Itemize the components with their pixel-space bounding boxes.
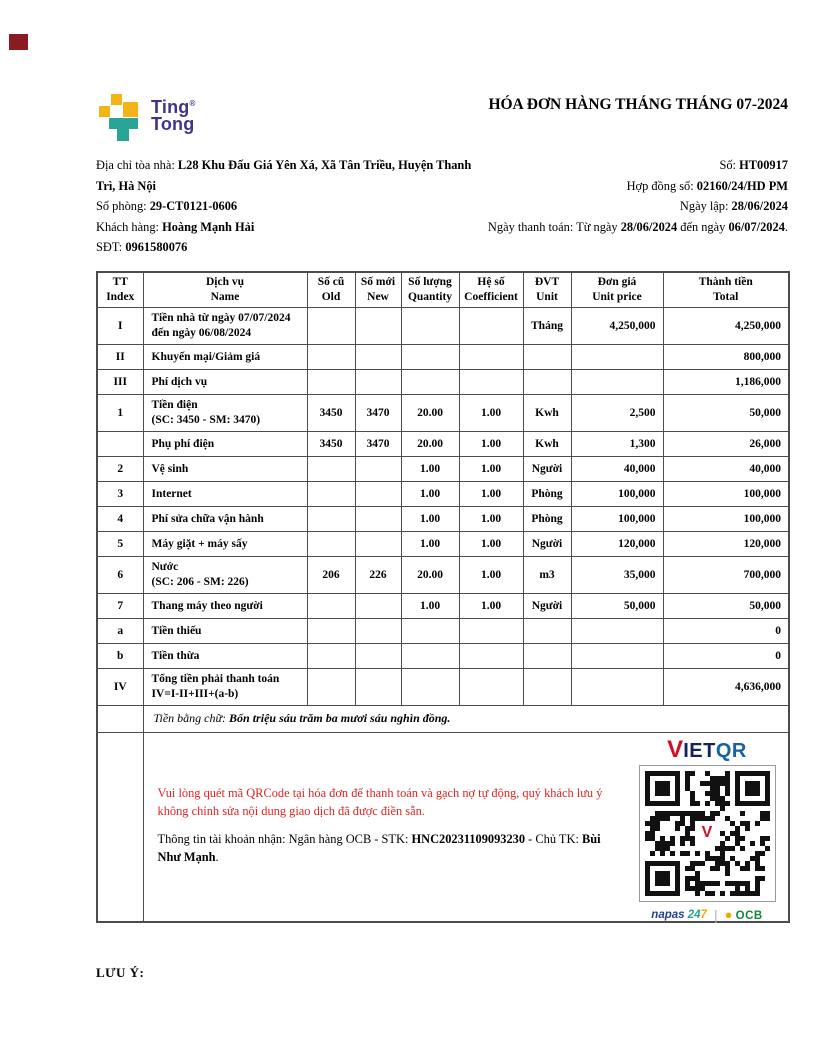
cell-qty bbox=[401, 345, 459, 370]
cell-total: 0 bbox=[663, 644, 789, 669]
cell-new bbox=[355, 532, 401, 557]
table-row bbox=[97, 482, 789, 507]
cell-tt: 7 bbox=[97, 594, 143, 619]
vietqr-logo: VIETQR bbox=[667, 735, 747, 763]
cell-price: 35,000 bbox=[571, 557, 663, 594]
amount-in-words: Tiền bằng chữ: Bốn triệu sáu trăm ba mươi sáu nghìn đồng. bbox=[143, 705, 789, 732]
cell-coef bbox=[459, 345, 523, 370]
cell-coef bbox=[459, 619, 523, 644]
cell-unit bbox=[523, 345, 571, 370]
cell-qty bbox=[401, 308, 459, 345]
cell-coef bbox=[459, 370, 523, 395]
cell-tt: 4 bbox=[97, 507, 143, 532]
cell-tt: II bbox=[97, 345, 143, 370]
tingtong-logo bbox=[96, 93, 196, 141]
column-header: TT Index bbox=[97, 272, 143, 308]
cell-tt: III bbox=[97, 370, 143, 395]
table-row bbox=[97, 644, 789, 669]
cell-price: 120,000 bbox=[571, 532, 663, 557]
cell-price: 50,000 bbox=[571, 594, 663, 619]
cell-unit bbox=[523, 644, 571, 669]
tingtong-logo-icon bbox=[96, 93, 144, 141]
cell-old bbox=[307, 482, 355, 507]
cell-old bbox=[307, 532, 355, 557]
cell-price: 40,000 bbox=[571, 457, 663, 482]
table-row bbox=[97, 532, 789, 557]
table-header-row bbox=[97, 272, 789, 308]
customer-name: Khách hàng: Hoàng Mạnh Hải bbox=[96, 219, 255, 234]
cell-unit bbox=[523, 669, 571, 706]
cell-new bbox=[355, 370, 401, 395]
invoice-info bbox=[96, 155, 788, 258]
column-header: Số cũ Old bbox=[307, 272, 355, 308]
cell-old bbox=[307, 457, 355, 482]
cell-total: 700,000 bbox=[663, 557, 789, 594]
payment-network-logos bbox=[651, 907, 762, 923]
cell-name-sub: (SC: 3450 - SM: 3470) bbox=[151, 414, 261, 427]
column-header: Dịch vụ Name bbox=[143, 272, 307, 308]
cell-name: Tiền thiếu bbox=[143, 619, 307, 644]
cell-qty: 20.00 bbox=[401, 557, 459, 594]
cell-qty: 1.00 bbox=[401, 482, 459, 507]
column-header: Số mới New bbox=[355, 272, 401, 308]
payment-notes bbox=[144, 733, 627, 919]
cell-total: 4,636,000 bbox=[663, 669, 789, 706]
table-row bbox=[97, 432, 789, 457]
cell-new bbox=[355, 482, 401, 507]
column-header: Số lượng Quantity bbox=[401, 272, 459, 308]
cell-name: Thang máy theo người bbox=[143, 594, 307, 619]
column-header: Hệ số Coefficient bbox=[459, 272, 523, 308]
table-row bbox=[97, 308, 789, 345]
invoice-table bbox=[96, 271, 790, 924]
cell-total: 120,000 bbox=[663, 532, 789, 557]
customer-phone: SĐT: 0961580076 bbox=[96, 240, 188, 255]
cell-empty bbox=[97, 732, 143, 922]
cell-tt bbox=[97, 432, 143, 457]
cell-empty bbox=[97, 705, 143, 732]
qr-block bbox=[626, 733, 788, 923]
cell-unit bbox=[523, 619, 571, 644]
cell-new bbox=[355, 308, 401, 345]
cell-price bbox=[571, 370, 663, 395]
vietqr-center-icon: V bbox=[696, 822, 718, 844]
footer-note: LƯU Ý: bbox=[96, 965, 145, 981]
cell-total: 26,000 bbox=[663, 432, 789, 457]
room-number: Số phòng: 29-CT0121-0606 bbox=[96, 199, 238, 214]
column-header: Thành tiền Total bbox=[663, 272, 789, 308]
cell-name: Máy giặt + máy sấy bbox=[143, 532, 307, 557]
cell-coef bbox=[459, 669, 523, 706]
cell-tt: I bbox=[97, 308, 143, 345]
invoice-info-right bbox=[478, 155, 788, 258]
invoice-info-left bbox=[96, 155, 478, 258]
cell-new bbox=[355, 457, 401, 482]
ocb-logo: ● OCB bbox=[724, 907, 763, 923]
table-row bbox=[97, 395, 789, 432]
qr-payment-row bbox=[97, 732, 789, 922]
cell-unit: m3 bbox=[523, 557, 571, 594]
cell-coef: 1.00 bbox=[459, 594, 523, 619]
cell-qty bbox=[401, 619, 459, 644]
logo-divider: | bbox=[713, 906, 718, 923]
napas-logo: napas 247 bbox=[651, 908, 707, 921]
cell-tt: IV bbox=[97, 669, 143, 706]
cell-unit: Phòng bbox=[523, 507, 571, 532]
cell-name: Nước (SC: 206 - SM: 226) bbox=[143, 557, 307, 594]
cell-coef bbox=[459, 308, 523, 345]
cell-coef: 1.00 bbox=[459, 395, 523, 432]
cell-name: Tổng tiền phải thanh toán IV=I-II+III+(a-b) bbox=[143, 669, 307, 706]
cell-old bbox=[307, 370, 355, 395]
cell-old bbox=[307, 594, 355, 619]
cell-total: 0 bbox=[663, 619, 789, 644]
cell-old bbox=[307, 644, 355, 669]
cell-total: 50,000 bbox=[663, 395, 789, 432]
cell-old bbox=[307, 507, 355, 532]
cell-total: 1,186,000 bbox=[663, 370, 789, 395]
table-row bbox=[97, 594, 789, 619]
cell-name-sub: (SC: 206 - SM: 226) bbox=[151, 576, 249, 589]
table-row bbox=[97, 457, 789, 482]
cell-qty: 1.00 bbox=[401, 507, 459, 532]
cell-unit: Phòng bbox=[523, 482, 571, 507]
cell-total: 50,000 bbox=[663, 594, 789, 619]
cell-qty: 1.00 bbox=[401, 594, 459, 619]
cell-qty: 20.00 bbox=[401, 432, 459, 457]
cell-price: 100,000 bbox=[571, 482, 663, 507]
cell-name: Phụ phí điện bbox=[143, 432, 307, 457]
cell-new bbox=[355, 594, 401, 619]
amount-in-words-row bbox=[97, 705, 789, 732]
cell-qty bbox=[401, 644, 459, 669]
cell-tt: b bbox=[97, 644, 143, 669]
cell-price bbox=[571, 619, 663, 644]
column-header: ĐVT Unit bbox=[523, 272, 571, 308]
cell-coef: 1.00 bbox=[459, 557, 523, 594]
cell-name: Phí dịch vụ bbox=[143, 370, 307, 395]
cell-coef: 1.00 bbox=[459, 507, 523, 532]
cell-old bbox=[307, 308, 355, 345]
cell-unit: Người bbox=[523, 594, 571, 619]
account-info: Thông tin tài khoản nhận: Ngân hàng OCB - STK: HNC20231109093230 - Chủ TK: Bùi Như Mạnh. bbox=[157, 832, 601, 864]
cell-name: Tiền nhà từ ngày 07/07/2024 đến ngày 06/08/2024 bbox=[143, 308, 307, 345]
cell-tt: a bbox=[97, 619, 143, 644]
cell-tt: 5 bbox=[97, 532, 143, 557]
table-row bbox=[97, 557, 789, 594]
cell-total: 4,250,000 bbox=[663, 308, 789, 345]
cell-qty: 1.00 bbox=[401, 532, 459, 557]
cell-coef: 1.00 bbox=[459, 457, 523, 482]
cell-price bbox=[571, 345, 663, 370]
payment-period: Ngày thanh toán: Từ ngày 28/06/2024 đến ngày 06/07/2024. bbox=[487, 219, 788, 234]
cell-price: 100,000 bbox=[571, 507, 663, 532]
cell-tt: 1 bbox=[97, 395, 143, 432]
cell-name: Tiền thừa bbox=[143, 644, 307, 669]
cell-coef: 1.00 bbox=[459, 432, 523, 457]
cell-price: 1,300 bbox=[571, 432, 663, 457]
column-header: Đơn giá Unit price bbox=[571, 272, 663, 308]
qr-instruction-note: Vui lòng quét mã QRCode tại hóa đơn để thanh toán và gạch nợ tự động, quý khách lưu ý không chỉnh sửa nội dung giao dịch đã được điền sẵn. bbox=[157, 785, 603, 818]
cell-price bbox=[571, 669, 663, 706]
cell-new bbox=[355, 345, 401, 370]
contract-number: Hợp đồng số: 02160/24/HD PM bbox=[626, 178, 788, 193]
table-row bbox=[97, 669, 789, 706]
cell-total: 800,000 bbox=[663, 345, 789, 370]
cell-old: 3450 bbox=[307, 395, 355, 432]
cell-name-sub: IV=I-II+III+(a-b) bbox=[151, 688, 239, 701]
cell-price bbox=[571, 644, 663, 669]
cell-qty bbox=[401, 370, 459, 395]
cell-total: 100,000 bbox=[663, 507, 789, 532]
cell-tt: 6 bbox=[97, 557, 143, 594]
cell-new: 3470 bbox=[355, 432, 401, 457]
qr-code bbox=[639, 765, 776, 902]
cell-tt: 3 bbox=[97, 482, 143, 507]
cell-new bbox=[355, 644, 401, 669]
cell-old bbox=[307, 669, 355, 706]
cell-total: 40,000 bbox=[663, 457, 789, 482]
tingtong-logo-text: Ting® Tong bbox=[151, 97, 196, 135]
cell-name: Khuyến mại/Giảm giá bbox=[143, 345, 307, 370]
invoice-header bbox=[96, 93, 788, 141]
cell-unit bbox=[523, 370, 571, 395]
cell-unit: Người bbox=[523, 532, 571, 557]
cell-coef bbox=[459, 644, 523, 669]
cell-old: 206 bbox=[307, 557, 355, 594]
cell-new: 226 bbox=[355, 557, 401, 594]
table-row bbox=[97, 619, 789, 644]
cell-coef: 1.00 bbox=[459, 482, 523, 507]
cell-old bbox=[307, 345, 355, 370]
cell-qty: 20.00 bbox=[401, 395, 459, 432]
cell-unit: Kwh bbox=[523, 432, 571, 457]
cell-tt: 2 bbox=[97, 457, 143, 482]
cell-new bbox=[355, 669, 401, 706]
cell-coef: 1.00 bbox=[459, 532, 523, 557]
cell-total: 100,000 bbox=[663, 482, 789, 507]
cell-new bbox=[355, 507, 401, 532]
cell-unit: Người bbox=[523, 457, 571, 482]
cell-name: Internet bbox=[143, 482, 307, 507]
cell-new: 3470 bbox=[355, 395, 401, 432]
cell-unit: Tháng bbox=[523, 308, 571, 345]
cell-name: Tiền điện (SC: 3450 - SM: 3470) bbox=[143, 395, 307, 432]
cell-name: Phí sửa chữa vận hành bbox=[143, 507, 307, 532]
cell-name: Vệ sinh bbox=[143, 457, 307, 482]
qr-payment-cell bbox=[143, 732, 789, 922]
invoice-title: HÓA ĐƠN HÀNG THÁNG THÁNG 07-2024 bbox=[488, 96, 788, 113]
building-address: Địa chỉ tòa nhà: L28 Khu Đấu Giá Yên Xá, Xã Tân Triều, Huyện Thanh Trì, Hà Nội bbox=[96, 158, 472, 193]
cell-unit: Kwh bbox=[523, 395, 571, 432]
corner-marker bbox=[9, 34, 28, 50]
table-row bbox=[97, 507, 789, 532]
issue-date: Ngày lập: 28/06/2024 bbox=[679, 199, 788, 214]
table-row bbox=[97, 370, 789, 395]
cell-qty: 1.00 bbox=[401, 457, 459, 482]
table-row bbox=[97, 345, 789, 370]
cell-price: 2,500 bbox=[571, 395, 663, 432]
cell-qty bbox=[401, 669, 459, 706]
cell-old bbox=[307, 619, 355, 644]
invoice-number: Số: HT00917 bbox=[719, 158, 788, 172]
cell-new bbox=[355, 619, 401, 644]
cell-price: 4,250,000 bbox=[571, 308, 663, 345]
cell-old: 3450 bbox=[307, 432, 355, 457]
